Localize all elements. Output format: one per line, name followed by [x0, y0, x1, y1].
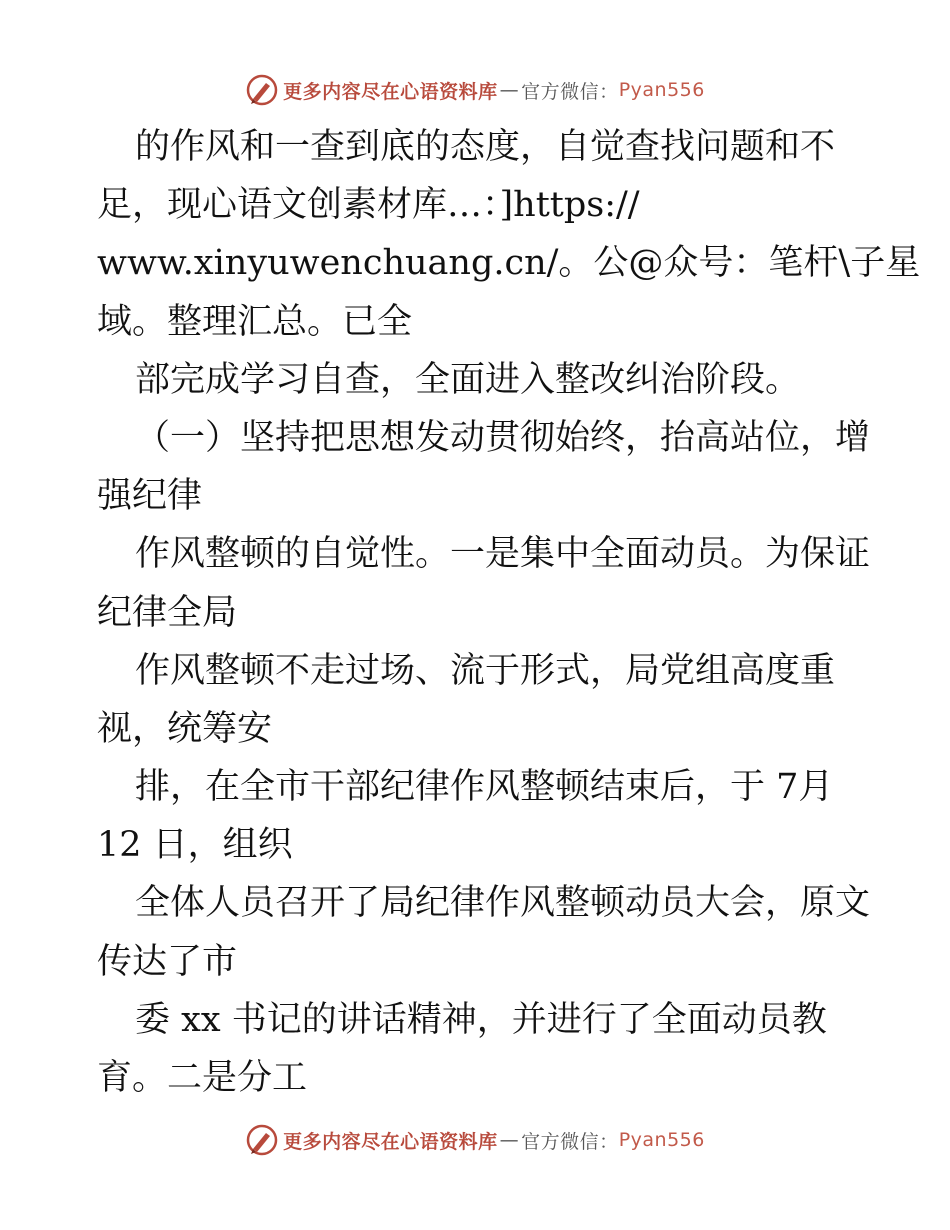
- text-line: 作风整顿的自觉性。一是集中全面动员。为保证: [135, 534, 871, 575]
- banner-wechat-label: 官方微信：: [521, 80, 619, 103]
- banner-separator: —: [499, 1129, 520, 1151]
- header-watermark-banner: [0, 70, 950, 110]
- pen-logo-icon: [245, 1123, 279, 1157]
- text-line: （一）坚持把思想发动贯彻始终，抬高站位，增: [135, 417, 871, 458]
- text-line: 的作风和一查到底的态度，自觉查找问题和不: [135, 127, 836, 167]
- text-line: 域。整理汇总。已全: [97, 301, 413, 342]
- text-line: 部完成学习自查，全面进入整改纠治阶段。: [135, 359, 801, 400]
- text-line: 传达了市: [97, 941, 238, 982]
- text-line: 育。二是分工: [97, 1058, 308, 1098]
- banner-bold-text: 更多内容尽在心语资料库: [283, 1130, 498, 1153]
- text-line: www.xinyuwenchuang.cn/。公@众号：笔杆\子星: [97, 243, 921, 284]
- banner-wechat-label: 官方微信：: [521, 1130, 619, 1153]
- text-line: 纪律全局: [97, 592, 238, 633]
- text-line: 12 日，组织: [97, 825, 293, 866]
- text-line: 全体人员召开了局纪律作风整顿动员大会，原文: [135, 883, 871, 924]
- banner-wechat-id: Pyan556: [618, 79, 705, 101]
- footer-watermark-banner: [0, 1120, 950, 1160]
- text-line: 足，现心语文创素材库…：]https://: [97, 185, 640, 226]
- text-line: 视，统筹安: [97, 708, 273, 749]
- text-line: 强纪律: [97, 476, 203, 517]
- text-line: 委 xx 书记的讲话精神，并进行了全面动员教: [135, 999, 827, 1040]
- text-line: 排，在全市干部纪律作风整顿结束后，于 7月: [135, 767, 834, 808]
- pen-logo-icon: [245, 73, 279, 107]
- text-line: 作风整顿不走过场、流于形式，局党组高度重: [135, 650, 836, 691]
- document-body: [97, 118, 921, 1107]
- banner-separator: —: [499, 79, 520, 101]
- banner-wechat-id: Pyan556: [618, 1129, 705, 1151]
- banner-bold-text: 更多内容尽在心语资料库: [283, 80, 498, 103]
